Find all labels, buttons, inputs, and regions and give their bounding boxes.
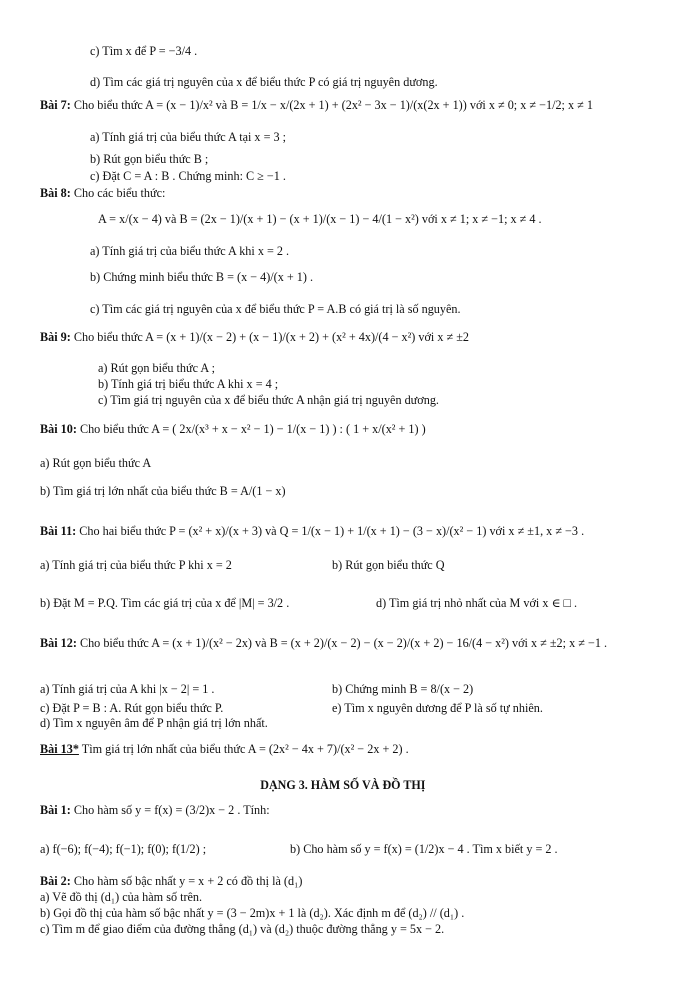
- bai-2-heading: [40, 874, 302, 888]
- line-1b: b) Cho hàm số y = f(x) = (1/2)x − 4 . Tìm x biết y = 2 .: [290, 842, 558, 856]
- line-12b: b) Chứng minh B = 8/(x − 2): [332, 682, 474, 696]
- line-8-expr: A = x/(x − 4) và B = (2x − 1)/(x + 1) − (x + 1)/(x − 1) − 4/(1 − x²) với x ≠ 1; x ≠ −1; x ≠ 4 .: [98, 212, 542, 226]
- line-12e: e) Tìm x nguyên dương để P là số tự nhiên.: [332, 701, 543, 715]
- line-6c: c) Tìm x để P = −3/4 .: [90, 44, 198, 58]
- bai-13-heading: [40, 742, 409, 756]
- line-7c: c) Đặt C = A : B . Chứng minh: C ≥ −1 .: [90, 169, 286, 183]
- heading-text: Cho các biểu thức:: [70, 186, 166, 200]
- line-8c: c) Tìm các giá trị nguyên của x để biểu thức P = A.B có giá trị là số nguyên.: [90, 302, 461, 316]
- section-title: DẠNG 3. HÀM SỐ VÀ ĐỒ THỊ: [260, 778, 426, 792]
- bai-12-heading: [40, 636, 607, 650]
- heading-label: Bài 11:: [40, 524, 77, 538]
- line-6d: d) Tìm các giá trị nguyên của x để biểu thức P có giá trị nguyên dương.: [90, 75, 438, 89]
- line-2b: b) Gọi đồ thị của hàm số bậc nhất y = (3 − 2m)x + 1 là (d₂). Xác định m để (d₂) // (d₁) .: [40, 906, 465, 920]
- line-9c: c) Tìm giá trị nguyên của x để biểu thức A nhận giá trị nguyên dương.: [98, 393, 439, 407]
- bai-7-heading: [40, 98, 593, 112]
- line-8a: a) Tính giá trị của biểu thức A khi x = 2 .: [90, 244, 290, 258]
- heading-label: Bài 8:: [40, 186, 71, 200]
- bai-13-label: Bài 13*: [40, 742, 79, 756]
- line-12d: d) Tìm x nguyên âm để P nhận giá trị lớn nhất.: [40, 716, 268, 730]
- bai-11-heading: [40, 524, 584, 538]
- heading-text: Cho hàm số bậc nhất y = x + 2 có đồ thị là (d₁): [70, 874, 303, 888]
- line-9a: a) Rút gọn biểu thức A ;: [98, 361, 215, 375]
- line-7a: a) Tính giá trị của biểu thức A tại x = 3 ;: [90, 130, 287, 144]
- heading-text: Cho hai biểu thức P = (x² + x)/(x + 3) và Q = 1/(x − 1) + 1/(x + 1) − (3 − x)/(x² − 1) với x ≠ ±1, x ≠ −3 .: [76, 524, 585, 538]
- line-11b-q: b) Rút gọn biểu thức Q: [332, 558, 445, 572]
- bai-9-heading: [40, 330, 469, 344]
- heading-text: Cho biểu thức A = (x + 1)/(x − 2) + (x − 1)/(x + 2) + (x² + 4x)/(4 − x²) với x ≠ ±2: [70, 330, 470, 344]
- bai-8-heading: [40, 186, 165, 200]
- line-11b-m: b) Đặt M = P.Q. Tìm các giá trị của x để |M| = 3/2 .: [40, 596, 290, 610]
- bai-1-heading: [40, 803, 270, 817]
- line-12a: a) Tính giá trị của A khi |x − 2| = 1 .: [40, 682, 215, 696]
- line-2a: a) Vẽ đồ thị (d₁) của hàm số trên.: [40, 890, 203, 904]
- bai-10-heading: [40, 422, 426, 436]
- line-11d: d) Tìm giá trị nhỏ nhất của M với x ∈ □ .: [376, 596, 577, 610]
- heading-label: Bài 10:: [40, 422, 77, 436]
- bai-13-text: Tìm giá trị lớn nhất của biểu thức A = (2x² − 4x + 7)/(x² − 2x + 2) .: [78, 742, 409, 756]
- line-12c: c) Đặt P = B : A. Rút gọn biểu thức P.: [40, 701, 224, 715]
- line-2c: c) Tìm m để giao điểm của đường thẳng (d₁) và (d₂) thuộc đường thẳng y = 5x − 2.: [40, 922, 445, 936]
- heading-label: Bài 7:: [40, 98, 71, 112]
- line-9b: b) Tính giá trị biểu thức A khi x = 4 ;: [98, 377, 279, 391]
- line-7b: b) Rút gọn biểu thức B ;: [90, 152, 209, 166]
- heading-text: Cho biểu thức A = (x + 1)/(x² − 2x) và B = (x + 2)/(x − 2) − (x − 2)/(x + 2) − 16/(4 − x²) với x ≠ ±2; x ≠ −1 .: [76, 636, 608, 650]
- heading-label: Bài 9:: [40, 330, 71, 344]
- line-8b: b) Chứng minh biểu thức B = (x − 4)/(x + 1) .: [90, 270, 314, 284]
- heading-label: Bài 2:: [40, 874, 71, 888]
- heading-label: Bài 1:: [40, 803, 71, 817]
- line-10b: b) Tìm giá trị lớn nhất của biểu thức B = A/(1 − x): [40, 484, 286, 498]
- heading-text: Cho hàm số y = f(x) = (3/2)x − 2 . Tính:: [70, 803, 270, 817]
- line-1a: a) f(−6); f(−4); f(−1); f(0); f(1/2) ;: [40, 842, 207, 856]
- heading-text: Cho biểu thức A = (x − 1)/x² và B = 1/x − x/(2x + 1) + (2x² − 3x − 1)/(x(2x + 1)) với x ≠ 0; x ≠ −1/2; x ≠ 1: [70, 98, 593, 112]
- heading-text: Cho biểu thức A = ( 2x/(x³ + x − x² − 1) − 1/(x − 1) ) : ( 1 + x/(x² + 1) ): [76, 422, 426, 436]
- heading-label: Bài 12:: [40, 636, 77, 650]
- line-10a: a) Rút gọn biểu thức A: [40, 456, 152, 470]
- line-11a: a) Tính giá trị của biểu thức P khi x = 2: [40, 558, 232, 572]
